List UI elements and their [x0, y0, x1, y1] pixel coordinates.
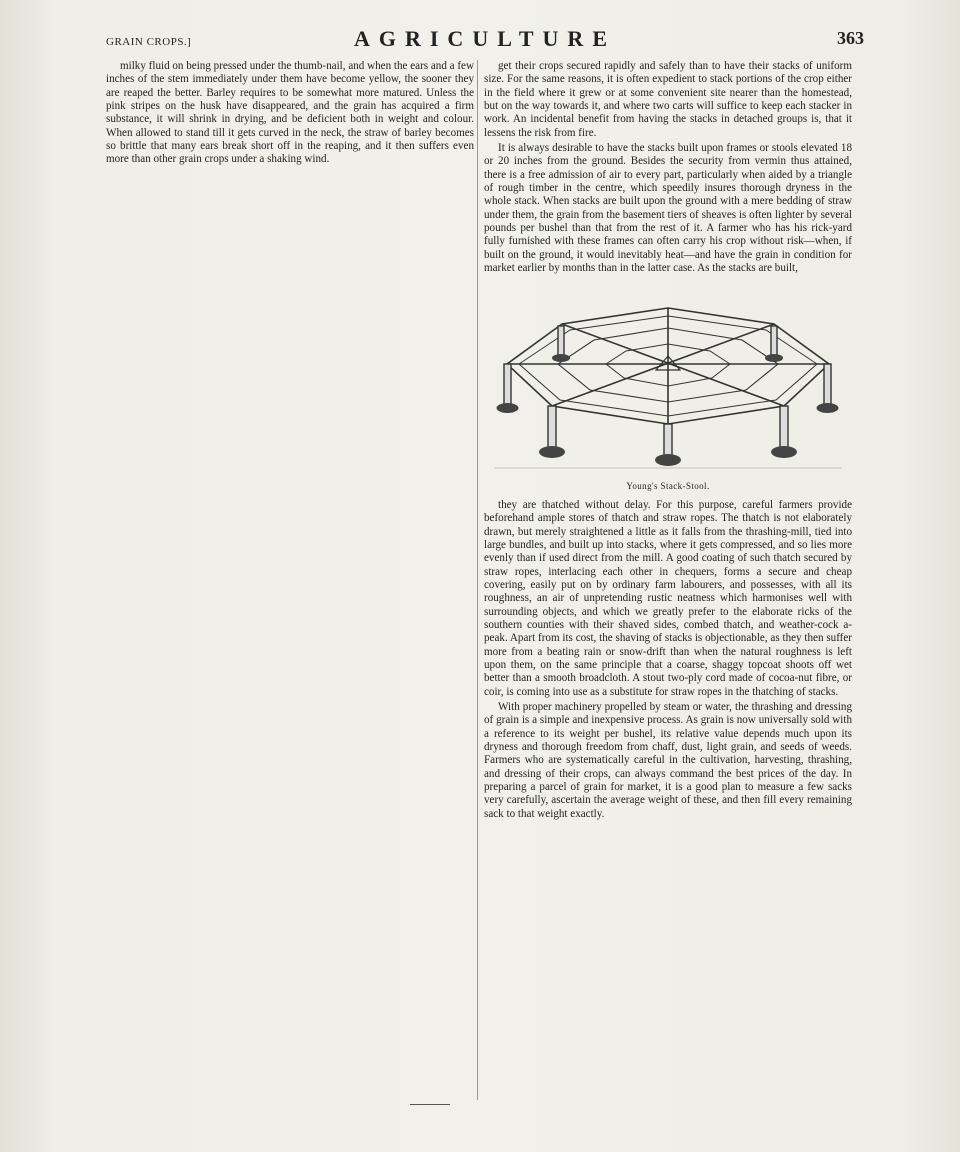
stack-stool-drawing	[484, 286, 852, 476]
leg-cap	[765, 354, 783, 362]
leg-cap	[655, 454, 681, 466]
left-column	[106, 60, 474, 1122]
leg	[771, 326, 777, 356]
leg	[548, 406, 556, 450]
spoke	[562, 324, 784, 406]
page-title: AGRICULTURE	[353, 26, 616, 51]
left-paragraph-1: milky fluid on being pressed under the thumb-nail, and when the ears and a few inches of the stem immediately under them have become yellow, the sooner they are reaped the better. Barley requires to be somewhat more matured. Unless the pink stripes on the husk have disappeared, and the grain has acquired a firm substance, it will shrink in drying, and be deficient both in weight and colour. When allowed to stand till it gets curved in the neck, the straw of barley becomes so brittle that many ears break short off in the reaping, and it then suffers even more than other grain crops under a shaking wind.	[106, 60, 474, 166]
footer-rule	[410, 1104, 450, 1105]
leg	[780, 406, 788, 450]
figure-caption: Young's Stack-Stool.	[626, 480, 710, 491]
right-paragraph-3: they are thatched without delay. For this purpose, careful farmers provide beforehand ample stores of thatch and straw ropes. The thatch is not elaborately drawn, but merely straightened a little as it falls from the thrashing-mill, tied into large bundles, and built up into stacks, where it gets compressed, and so lies more evenly than if used direct from the mill. A good coating of such thatch secured by straw ropes, interlacing each other in chequers, forms a secure and cheap covering, easily put on by ordinary farm labourers, and possesses, with all its roughness, an air of unpretending rustic neatness which harmonises well with surrounding objects, and which we greatly prefer to the elaborate ricks of the southern counties with their shaved sides, combed thatch, and weather-cock a-peak. Apart from its cost, the shaving of stacks is objectionable, as they then suffer more from a beating rain or snow-drift than when the natural roughness is left upon them, on the same principle that a coarse, shaggy topcoat shoots off wet better than a smooth broadcloth. A stout two-ply cord made of cocoa-nut fibre, or coir, is coming into use as a substitute for straw ropes in the thatching of stacks.	[484, 498, 852, 698]
column-divider	[477, 60, 478, 1100]
leg-cap	[817, 403, 839, 413]
stack-stool-illustration	[484, 286, 852, 476]
right-paragraph-4: With proper machinery propelled by steam or water, the thrashing and dressing of grain is a simple and inexpensive process. As grain is now universally sold with a reference to its weight per bushel, its relative value depends much upon its dryness and thorough freedom from chaff, dust, light grain, and seeds of weeds. Farmers who are systematically careful in the cultivation, harvesting, thrashing, and dressing of their crops, can always command the best prices of the day. In preparing a parcel of grain for market, it is a good plan to measure a few sacks very carefully, ascertain the average weight of these, and then fill every remaining sack to that weight exactly.	[484, 701, 852, 820]
running-head: GRAIN CROPS.]	[106, 36, 192, 48]
leg	[664, 424, 672, 458]
leg	[504, 364, 511, 406]
leg-cap	[771, 446, 797, 458]
leg-cap	[497, 403, 519, 413]
right-column	[484, 60, 852, 1100]
page-header	[106, 26, 864, 60]
right-paragraph-2: It is always desirable to have the stacks built upon frames or stools elevated 18 or 20 inches from the ground. Besides the security from vermin thus attained, there is a free admission of air to every part, particularly when aided by a triangle of rough timber in the centre, which speedily insures thorough dryness in the whole stack. When stacks are built upon the ground with a mere bedding of straw under them, the grain from the basement tiers of sheaves is often lighter by several pounds per bushel than that from the rest of it. A farmer who has his rick-yard fully furnished with these frames can often carry his crop without risk—when, if built on the ground, it would inevitably heat—and have the grain in condition for market earlier by months than in the latter case. As the stacks are built,	[484, 142, 852, 275]
leg-cap	[539, 446, 565, 458]
page-number: 363	[837, 28, 864, 48]
leg	[558, 326, 564, 356]
right-paragraph-1: get their crops secured rapidly and safely than to have their stacks of uniform size. For the same reasons, it is often expedient to stack portions of the crop either in the field where it grew or at some convenient site nearer than the homestead, but on the way towards it, and where two carts will suffice to keep each stacker in work. An incidental benefit from having the stacks in detached groups is, that it lessens the risk from fire.	[484, 60, 852, 139]
leg	[824, 364, 831, 406]
leg-cap	[552, 354, 570, 362]
spoke	[552, 324, 774, 406]
